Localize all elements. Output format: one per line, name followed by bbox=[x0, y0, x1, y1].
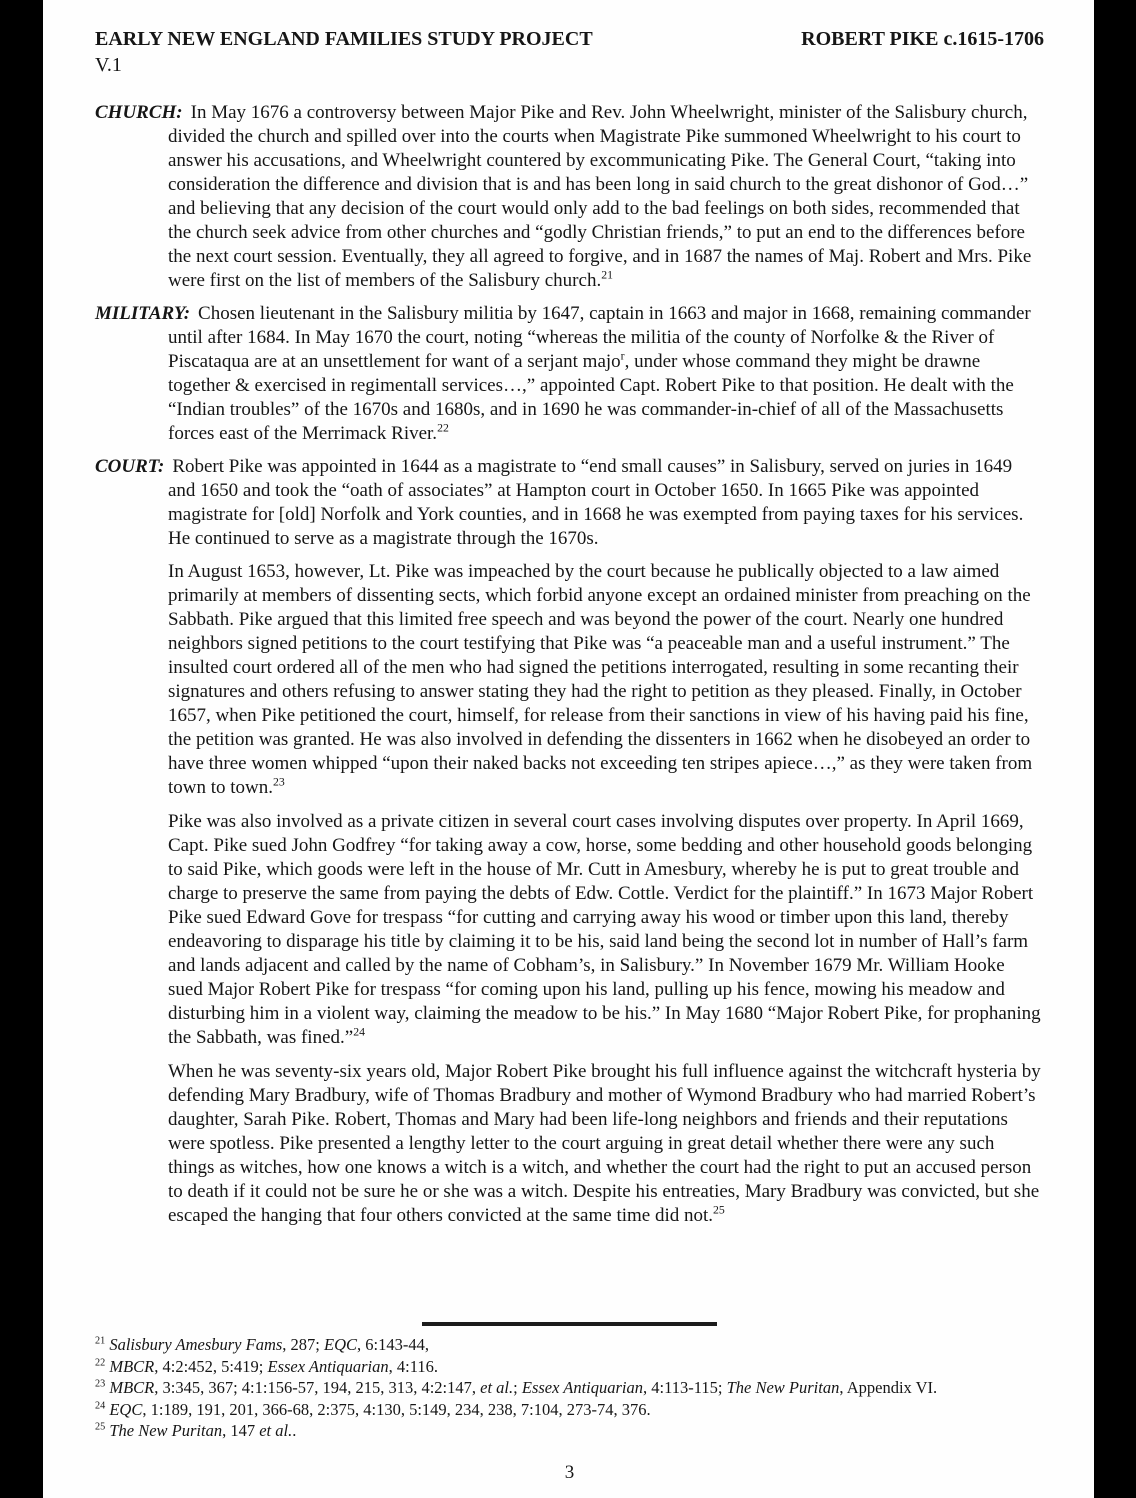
italic-text: et al. bbox=[480, 1378, 514, 1397]
text-run: . bbox=[292, 1421, 297, 1440]
subject-title: ROBERT PIKE c.1615-1706 bbox=[801, 28, 1044, 50]
text-run: , 4:2:452, 5:419; bbox=[154, 1356, 268, 1376]
paragraph bbox=[168, 560, 1044, 800]
volume-label: V.1 bbox=[95, 54, 122, 76]
italic-text: MBCR bbox=[109, 1378, 155, 1397]
section-paragraph bbox=[95, 302, 1044, 446]
text-run: In May 1676 a controversy between Major Pike and Rev. John Wheelwright, minister of the Salisbury church, divided the church and spilled over into the courts when Magistrate Pike summoned Wheelwright to his court to answer his accusations, and Wheelwright countered by excommunicating Pike. The General Court, “taking into consideration the difference and division that is and has been long in said church to the great dishonor of God…” and believing that any decision of the court would only add to the bad feelings on both sides, recommended that the church seek advice from other churches and “godly Christian friends,” to put an end to the differences before the next court session. Eventually, they all agreed to forgive, and in 1687 the names of Maj. Robert and Mrs. Pike were first on the list of members of the Salisbury church. bbox=[168, 102, 1032, 291]
section-label: COURT: bbox=[95, 456, 165, 477]
footnote-ref: 24 bbox=[353, 1025, 365, 1039]
text-run: When he was seventy-six years old, Major Robert Pike brought his full influence against the witchcraft hysteria by defending Mary Bradbury, wife of Thomas Bradbury and mother of Wymond Bradbury who had married Robert’s daughter, Sarah Pike. Robert, Thomas and Mary had been life-long neighbors and friends and their reputations were spotless. Pike presented a lengthy letter to the court arguing in great detail whether there were any such things as witches, how one knows a witch is a witch, and whether the court had the right to put an accused person to death if it could not be sure he or she was a witch. Despite his entreaties, Mary Bradbury was convicted, but she escaped the hanging that four others convicted at the same time did not. bbox=[168, 1061, 1041, 1226]
paragraph bbox=[168, 1060, 1044, 1228]
section-label: CHURCH: bbox=[95, 102, 183, 123]
scan-edge-left bbox=[0, 0, 43, 1498]
footnote-ref: 22 bbox=[95, 1357, 106, 1368]
italic-text: EQC bbox=[109, 1399, 143, 1419]
footnote bbox=[95, 1377, 1044, 1399]
text-run: , Appendix VI. bbox=[839, 1378, 938, 1397]
italic-text: The New Puritan bbox=[726, 1378, 840, 1397]
section-paragraph bbox=[95, 455, 1044, 551]
text-run: , 4:113-115; bbox=[643, 1378, 727, 1397]
footnote bbox=[95, 1334, 1044, 1356]
footnote bbox=[95, 1420, 1044, 1442]
header-row bbox=[95, 27, 1044, 51]
text-run: Pike was also involved as a private citizen in several court cases involving disputes over property. In April 1669, Capt. Pike sued John Godfrey “for taking away a cow, horse, some bedding and other household goods belonging to said Pike, which goods were left in the house of Mr. Cutt in Amesbury, whereby he is put to great trouble and charge to preserve the same from paying the debts of Edw. Cottle. Verdict for the plaintiff.” In 1673 Major Robert Pike sued Edward Gove for trespass “for cutting and carrying away his wood or timber upon this land, thereby endeavoring to disparage his title by claiming it to be his, said land being the second lot in number of Hall’s farm and lands adjacent and called by the name of Cobham’s, in Salisbury.” In November 1679 Mr. William Hooke sued Major Robert Pike for trespass “for coming upon his land, pulling up his fence, mowing his meadow and disturbing him in a violent way, claiming the meadow to be his.” In May 1680 “Major Robert Pike, for prophaning the Sabbath, was fined.” bbox=[168, 811, 1041, 1048]
text-run: Chosen lieutenant in the Salisbury militia by 1647, captain in 1663 and major in 1668, remaining commander until after 1684. In May 1670 the court, noting “whereas the militia of the county of Norfolke & the River of Piscataqua are at an unsettlement for want of a serjant majo bbox=[168, 303, 1031, 372]
footnote-ref: 25 bbox=[713, 1203, 725, 1217]
page-content bbox=[43, 0, 1094, 1498]
document-header bbox=[95, 27, 1044, 77]
section-label: MILITARY: bbox=[95, 303, 191, 324]
italic-text: Essex Antiquarian bbox=[521, 1378, 644, 1397]
text-run: , 147 bbox=[222, 1421, 260, 1440]
text-run: , 6:143-44, bbox=[357, 1335, 429, 1354]
project-title: EARLY NEW ENGLAND FAMILIES STUDY PROJECT bbox=[95, 28, 593, 50]
italic-text: Salisbury Amesbury Fams bbox=[109, 1335, 283, 1354]
italic-text: EQC bbox=[324, 1335, 357, 1354]
footnote-ref: 22 bbox=[437, 421, 449, 435]
footnote-ref: 23 bbox=[273, 775, 285, 789]
footnote-ref: 21 bbox=[601, 268, 613, 282]
paragraph bbox=[168, 810, 1044, 1050]
text-run: In August 1653, however, Lt. Pike was impeached by the court because he publically objected to a law aimed primarily at members of dissenting sects, which forbid anyone except an ordained minister from preaching on the Sabbath. Pike argued that this limited free speech and was beyond the power of the court. Nearly one hundred neighbors signed petitions to the court testifying that Pike was “a peaceable man and a useful instrument.” The insulted court ordered all of the men who had signed the petitions interrogated, resulting in some recanting their signatures and others refusing to answer stating they had the right to petition as they pleased. Finally, in October 1657, when Pike petitioned the court, himself, for release from their sanctions in view of his having paid his fine, the petition was granted. He was also involved in defending the dissenters in 1662 when he disobeyed an order to have three women whipped “upon their naked backs not exceeding ten stripes apiece…,” as they were taken from town to town. bbox=[168, 561, 1033, 798]
section-paragraph bbox=[95, 101, 1044, 293]
page-number: 3 bbox=[564, 1461, 575, 1483]
scan-edge-right bbox=[1094, 0, 1136, 1498]
footnote-ref: 23 bbox=[95, 1378, 106, 1390]
text-run: , 1:189, 191, 201, 366-68, 2:375, 4:130, 5:149, 234, 238, 7:104, 273-74, 376. bbox=[142, 1399, 651, 1419]
italic-text: The New Puritan bbox=[109, 1421, 223, 1440]
footnote-ref: 24 bbox=[95, 1400, 106, 1411]
text-run: , 4:116. bbox=[388, 1356, 438, 1376]
text-run: , under whose command they might be drawne together & exercised in regimentall services…,” appointed Capt. Robert Pike to that position. He dealt with the “Indian troubles” of the 1670s and 1680s, and in 1690 he was commander-in-chief of all of the Massachusetts forces east of the Merrimack River. bbox=[168, 351, 1014, 444]
italic-text: et al. bbox=[259, 1421, 293, 1440]
text-run: , 3:345, 367; 4:1:156-57, 194, 215, 313, 4:2:147, bbox=[154, 1378, 481, 1397]
text-run: Robert Pike was appointed in 1644 as a magistrate to “end small causes” in Salisbury, served on juries in 1649 and 1650 and took the “oath of associates” at Hampton court in October 1650. In 1665 Pike was appointed magistrate for [old] Norfolk and York counties, and in 1668 he was exempted from paying taxes for his services. He continued to serve as a magistrate through the 1670s. bbox=[168, 456, 1024, 549]
footnote bbox=[95, 1356, 1044, 1378]
footnote bbox=[95, 1399, 1044, 1421]
italic-text: MBCR bbox=[109, 1356, 155, 1376]
footnote-ref: 21 bbox=[95, 1335, 106, 1347]
italic-text: Essex Antiquarian bbox=[267, 1356, 389, 1376]
footnote-ref: r bbox=[620, 349, 625, 363]
footnote-ref: 25 bbox=[95, 1421, 106, 1433]
footnote-separator bbox=[422, 1322, 717, 1326]
text-run: , 287; bbox=[282, 1335, 324, 1354]
footnotes bbox=[95, 1334, 1044, 1442]
text-run: ; bbox=[513, 1378, 522, 1397]
document-body bbox=[95, 101, 1044, 1228]
